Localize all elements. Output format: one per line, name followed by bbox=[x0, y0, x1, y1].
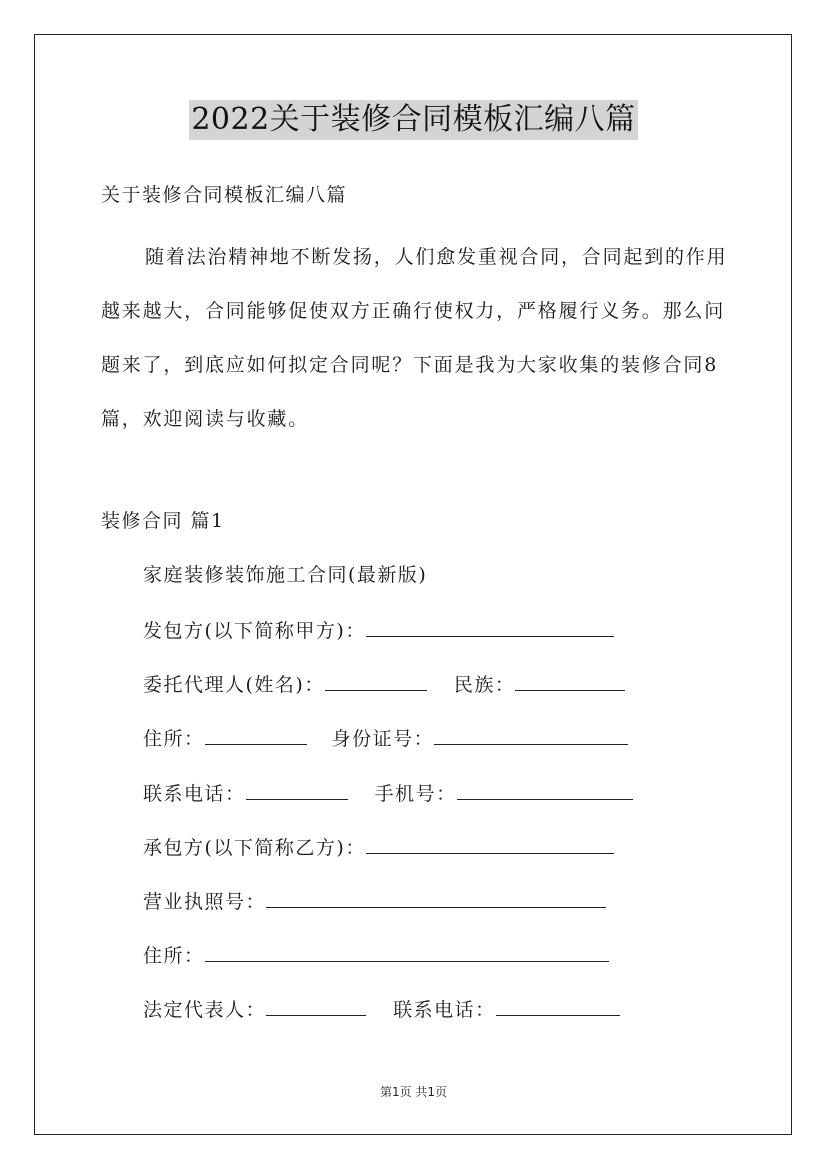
address-a-row bbox=[143, 724, 628, 751]
address-b-row bbox=[143, 941, 609, 968]
legal-rep-label: 法定代表人： bbox=[143, 999, 267, 1021]
party-b-label: 承包方(以下简称乙方)： bbox=[143, 837, 366, 859]
ethnicity-blank[interactable] bbox=[515, 672, 625, 691]
party-a-row bbox=[143, 616, 614, 643]
page-footer: 第1页 共1页 bbox=[379, 1085, 448, 1099]
document-title: 2022关于装修合同模板汇编八篇 bbox=[189, 100, 637, 140]
contract-title: 家庭装修装饰施工合同(最新版) bbox=[143, 564, 428, 586]
id-number-label: 身份证号： bbox=[331, 728, 435, 750]
address-b-blank[interactable] bbox=[205, 943, 609, 962]
address-b-label: 住所： bbox=[143, 945, 205, 967]
agent-blank[interactable] bbox=[325, 672, 427, 691]
intro-text: 随着法治精神地不断发扬，人们愈发重视合同，合同起到的作用越来越大，合同能够促使双方正确行使权力，严格履行义务。那么问题来了，到底应如何拟定合同呢？下面是我为大家收集的装修合同8篇，欢迎阅读与收藏。 bbox=[101, 246, 728, 430]
phone-a-row bbox=[143, 779, 633, 806]
phone-b-blank[interactable] bbox=[496, 997, 620, 1016]
legal-rep-blank[interactable] bbox=[266, 997, 366, 1016]
phone-a-label: 联系电话： bbox=[143, 783, 246, 805]
address-a-blank[interactable] bbox=[205, 726, 307, 745]
mobile-label: 手机号： bbox=[374, 783, 457, 805]
agent-label: 委托代理人(姓名)： bbox=[143, 674, 325, 696]
phone-b-label: 联系电话： bbox=[393, 999, 496, 1021]
address-a-label: 住所： bbox=[143, 728, 205, 750]
document-subtitle: 关于装修合同模板汇编八篇 bbox=[101, 184, 348, 206]
agent-row bbox=[143, 670, 625, 697]
license-label: 营业执照号： bbox=[143, 891, 267, 913]
ethnicity-label: 民族： bbox=[453, 674, 516, 696]
party-b-blank[interactable] bbox=[366, 835, 614, 854]
party-b-row bbox=[143, 833, 614, 860]
license-blank[interactable] bbox=[266, 889, 606, 908]
intro-paragraph bbox=[101, 230, 731, 446]
phone-a-blank[interactable] bbox=[246, 781, 348, 800]
id-number-blank[interactable] bbox=[434, 726, 628, 745]
mobile-blank[interactable] bbox=[457, 781, 633, 800]
party-a-blank[interactable] bbox=[366, 618, 614, 637]
title-container bbox=[0, 100, 827, 140]
license-row bbox=[143, 887, 606, 914]
section-heading: 装修合同 篇1 bbox=[101, 510, 225, 532]
legal-rep-row bbox=[143, 995, 620, 1022]
party-a-label: 发包方(以下简称甲方)： bbox=[143, 620, 366, 642]
